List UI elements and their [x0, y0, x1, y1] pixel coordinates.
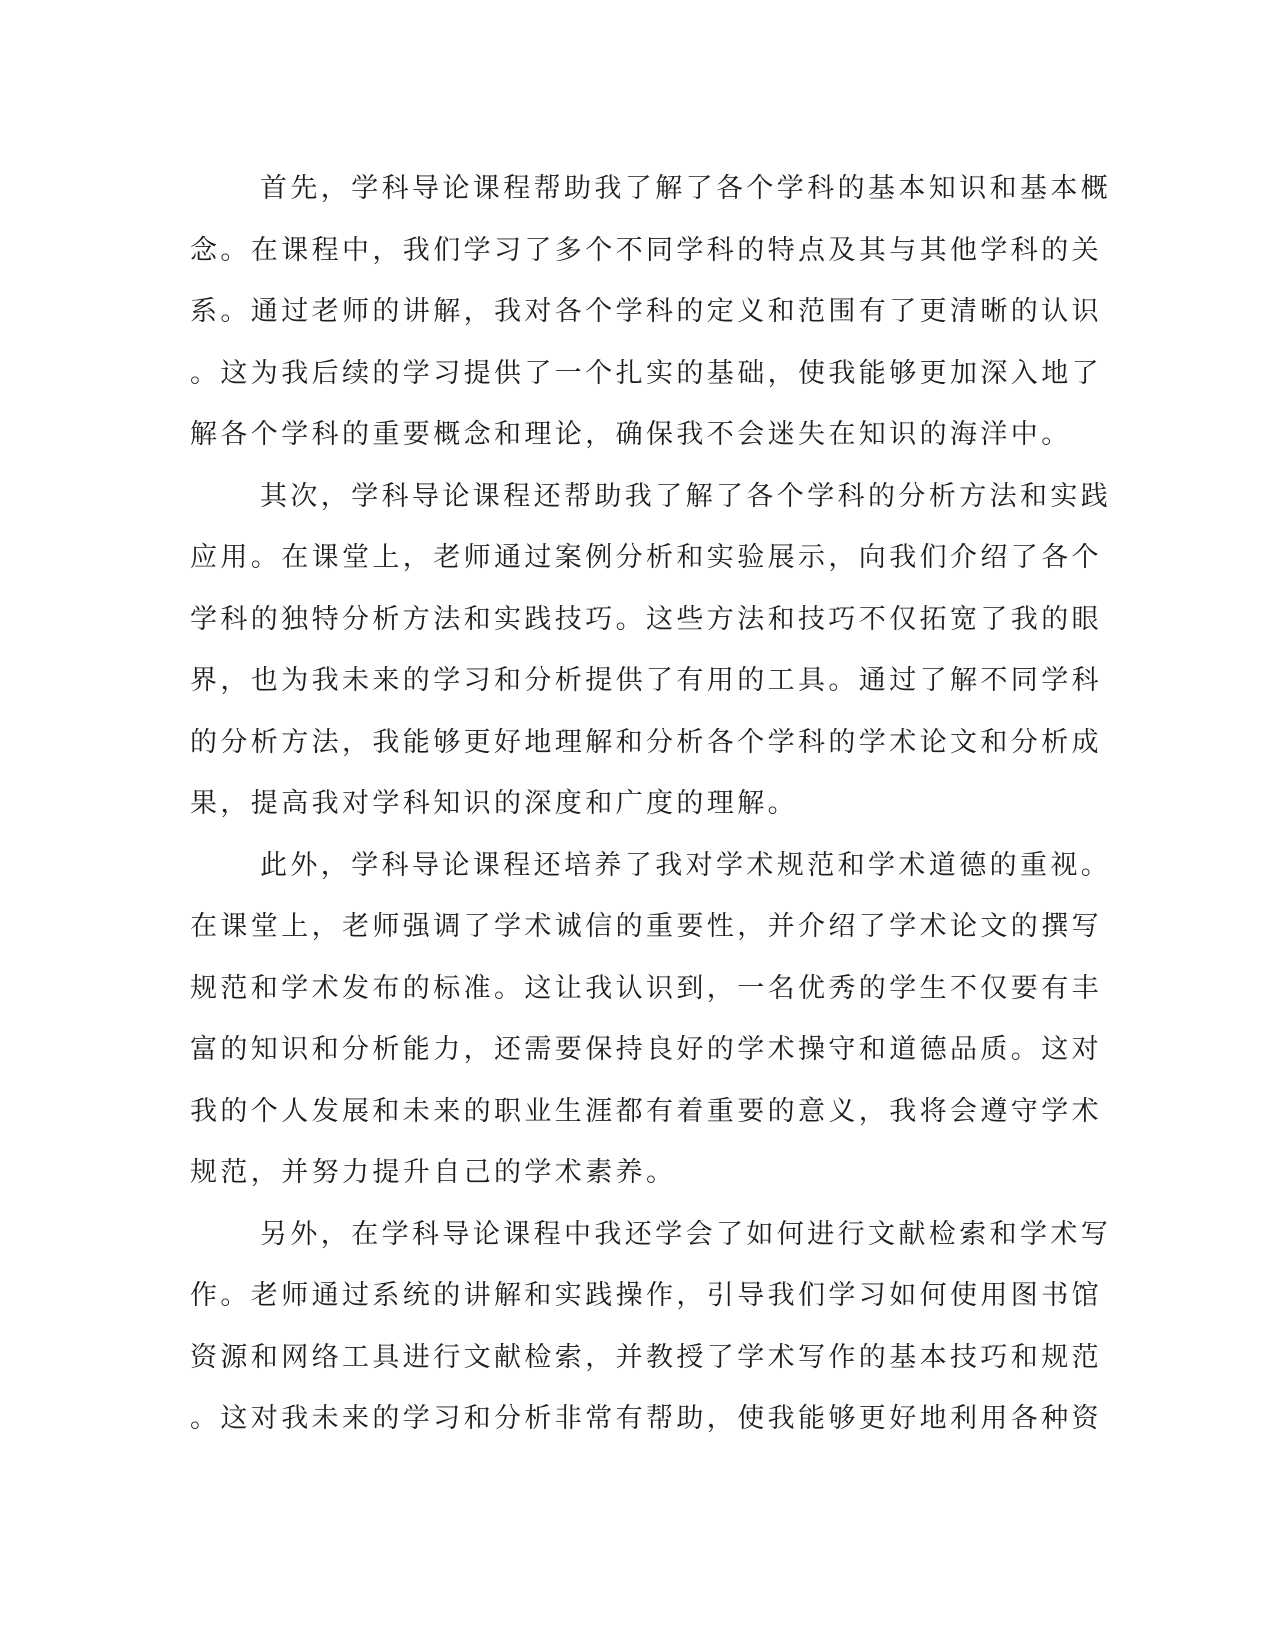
- document-body: [190, 158, 1112, 1450]
- text-line: 念。在课程中，我们学习了多个不同学科的特点及其与其他学科的关: [190, 234, 1102, 266]
- paragraph-2: [190, 466, 1112, 835]
- text-line: 另外，在学科导论课程中我还学会了如何进行文献检索和学术写: [260, 1218, 1112, 1250]
- paragraph-1: [190, 158, 1112, 466]
- text-line: 系。通过老师的讲解，我对各个学科的定义和范围有了更清晰的认识: [190, 296, 1102, 327]
- text-line: 我的个人发展和未来的职业生涯都有着重要的意义，我将会遵守学术: [190, 1095, 1102, 1127]
- paragraph-3: [190, 835, 1112, 1204]
- text-line: 作。老师通过系统的讲解和实践操作，引导我们学习如何使用图书馆: [190, 1280, 1102, 1311]
- text-line: 资源和网络工具进行文献检索，并教授了学术写作的基本技巧和规范: [190, 1341, 1102, 1373]
- text-line: 规范和学术发布的标准。这让我认识到，一名优秀的学生不仅要有丰: [190, 972, 1102, 1004]
- text-line: 在课堂上，老师强调了学术诚信的重要性，并介绍了学术论文的撰写: [190, 911, 1102, 942]
- text-line: 。这对我未来的学习和分析非常有帮助，使我能够更好地利用各种资: [190, 1403, 1102, 1434]
- paragraph-4: [190, 1204, 1112, 1450]
- text-line: 规范，并努力提升自己的学术素养。: [190, 1157, 677, 1188]
- text-line: 首先，学科导论课程帮助我了解了各个学科的基本知识和基本概: [260, 173, 1112, 204]
- text-line: 学科的独特分析方法和实践技巧。这些方法和技巧不仅拓宽了我的眼: [190, 603, 1102, 635]
- text-line: 富的知识和分析能力，还需要保持良好的学术操守和道德品质。这对: [190, 1034, 1102, 1065]
- text-line: 解各个学科的重要概念和理论，确保我不会迷失在知识的海洋中。: [190, 419, 1072, 450]
- text-line: 。这为我后续的学习提供了一个扎实的基础，使我能够更加深入地了: [190, 357, 1102, 389]
- text-line: 此外，学科导论课程还培养了我对学术规范和学术道德的重视。: [260, 849, 1112, 881]
- text-line: 的分析方法，我能够更好地理解和分析各个学科的学术论文和分析成: [190, 726, 1102, 758]
- text-line: 果，提高我对学科知识的深度和广度的理解。: [190, 788, 798, 819]
- text-line: 界，也为我未来的学习和分析提供了有用的工具。通过了解不同学科: [190, 665, 1102, 696]
- text-line: 应用。在课堂上，老师通过案例分析和实验展示，向我们介绍了各个: [190, 542, 1102, 573]
- text-line: 其次，学科导论课程还帮助我了解了各个学科的分析方法和实践: [260, 480, 1112, 512]
